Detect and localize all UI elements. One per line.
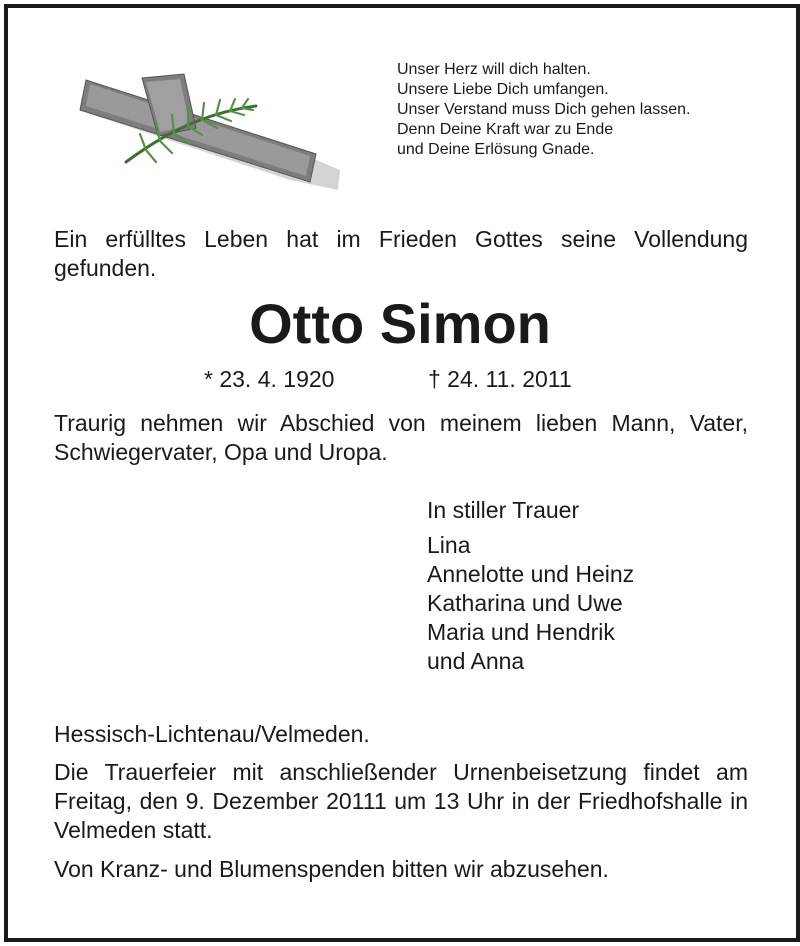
mourner: und Anna bbox=[427, 648, 525, 674]
poem-line: Unser Herz will dich halten. bbox=[397, 61, 591, 78]
farewell-text: Traurig nehmen wir Abschied von meinem lieben Mann, Vater, Schwiegervater, Opa und Uropa. bbox=[54, 410, 748, 465]
donation-note: Von Kranz- und Blumenspenden bitten wir abzusehen. bbox=[54, 856, 609, 882]
poem bbox=[397, 60, 690, 160]
poem-line: Unser Verstand muss Dich gehen lassen. bbox=[397, 101, 691, 118]
birth-date: * 23. 4. 1920 bbox=[204, 366, 335, 392]
poem-line: Denn Deine Kraft war zu Ende bbox=[397, 121, 614, 138]
place-text: Hessisch-Lichtenau/Velmeden. bbox=[54, 721, 370, 747]
mourners-list bbox=[427, 496, 634, 676]
mourning-heading: In stiller Trauer bbox=[427, 497, 580, 523]
intro-text: Ein erfülltes Leben hat im Frieden Gottes seine Vollendung gefunden. bbox=[54, 226, 748, 281]
ceremony-text: Die Trauerfeier mit anschließender Urnenbeisetzung findet am Freitag, den 9. Dezember 20111 um 13 Uhr in der Friedhofshalle in Velmeden statt. bbox=[54, 759, 748, 843]
poem-line: und Deine Erlösung Gnade. bbox=[397, 141, 595, 158]
mourner: Annelotte und Heinz bbox=[427, 561, 635, 587]
cross-icon bbox=[80, 74, 340, 190]
mourner: Katharina und Uwe bbox=[427, 590, 623, 616]
death-date: † 24. 11. 2011 bbox=[428, 366, 572, 392]
deceased-name: Otto Simon bbox=[249, 292, 551, 355]
cross-with-palm-icon bbox=[76, 70, 346, 198]
mourner: Lina bbox=[427, 532, 471, 558]
poem-line: Unsere Liebe Dich umfangen. bbox=[397, 81, 609, 98]
mourner: Maria und Hendrik bbox=[427, 619, 615, 645]
